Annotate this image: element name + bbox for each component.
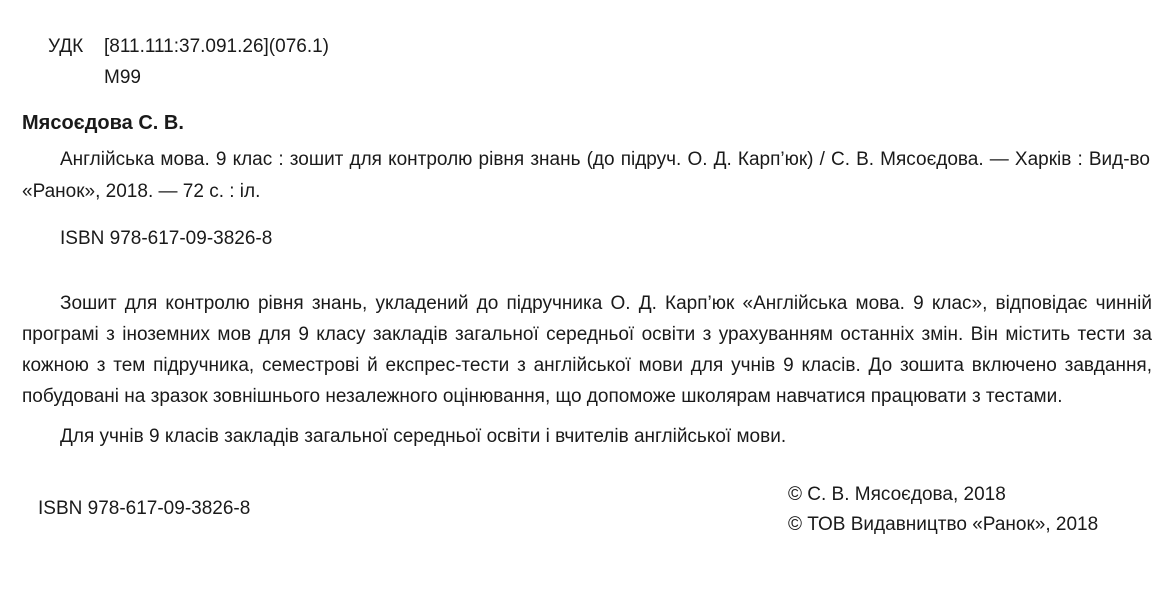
udk-label: УДК [48, 36, 84, 57]
copyright-author: © С. В. Мясоєдова, 2018 [788, 484, 1006, 505]
copyright-block [788, 480, 1098, 540]
isbn-top: ISBN 978-617-09-3826-8 [60, 228, 273, 249]
author-heading: Мясоєдова С. В. [22, 112, 184, 134]
bibliographic-description: Англійська мова. 9 клас : зошит для контролю рівня знань (до підруч. О. Д. Карп’юк) / С. В. Мясоєдова. — Харків : Вид-во «Ранок», 2018. — 72 с. : іл. [22, 149, 1150, 202]
copyright-publisher: © ТОВ Видавництво «Ранок», 2018 [788, 514, 1099, 535]
annotation-paragraph: Зошит для контролю рівня знань, укладений до підручника О. Д. Карп’юк «Англійська мова. 9 клас», відповідає чинній програмі з іноземних мов для 9 класу закладів загальної середньої освіти з урахуванням останніх змін. Він містить тести за кожною з тем підручника, семестрові й експрес-тести з англійської мови для учнів 9 класів. До зошита включено завдання, побудовані на зразок зовнішнього незалежного оцінювання, що допоможе школярам навчатися працювати з тестами. [22, 293, 1152, 407]
author-mark: М99 [104, 67, 141, 88]
udk-code: [811.111:37.091.26](076.1) [104, 36, 330, 57]
audience-paragraph: Для учнів 9 класів закладів загальної середньої освіти і вчителів англійської мови. [60, 426, 787, 447]
isbn-bottom: ISBN 978-617-09-3826-8 [38, 498, 251, 519]
